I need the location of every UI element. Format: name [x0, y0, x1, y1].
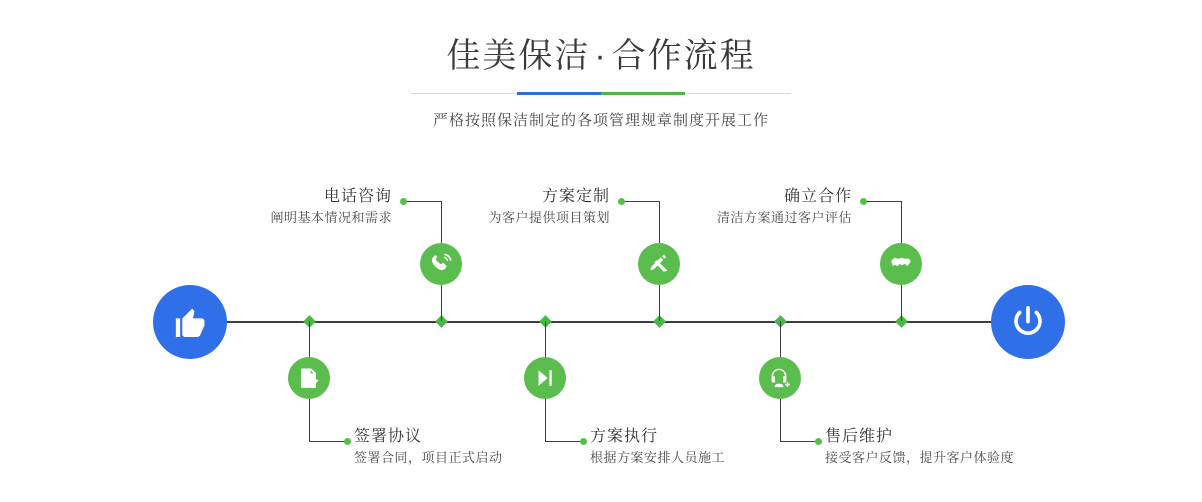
step-3-label	[462, 186, 610, 228]
connector-step-6-horizontal	[780, 441, 818, 442]
pen-ruler-icon	[647, 252, 671, 276]
page-header	[0, 34, 1202, 130]
step-4-label	[590, 426, 850, 468]
step-4-title: 方案执行	[590, 428, 659, 445]
step-1-desc: 阐明基本情况和需求	[270, 210, 392, 225]
step-2-icon-badge[interactable]	[288, 357, 330, 399]
timeline-end-endpoint	[991, 285, 1065, 359]
connector-step-1-dot	[400, 198, 407, 205]
connector-step-2-dot	[344, 438, 351, 445]
step-6-icon-badge[interactable]	[759, 357, 801, 399]
step-4-icon-badge[interactable]	[524, 357, 566, 399]
step-3-icon-badge[interactable]	[638, 243, 680, 285]
step-5-desc: 清洁方案通过客户评估	[716, 210, 852, 225]
step-1-title: 电话咨询	[323, 188, 392, 205]
step-5-label	[704, 186, 852, 228]
title-divider	[411, 92, 791, 95]
page-title	[0, 34, 1202, 78]
timeline-axis	[155, 321, 1055, 323]
connector-step-4-horizontal	[545, 441, 583, 442]
step-4-desc: 根据方案安排人员施工	[590, 450, 726, 465]
connector-step-3-horizontal	[622, 201, 660, 202]
phone-call-icon	[429, 252, 453, 276]
step-3-desc: 为客户提供项目策划	[488, 210, 610, 225]
step-5-title: 确立合作	[783, 188, 852, 205]
page-title-left: 佳美保洁	[446, 37, 591, 75]
connector-step-2-horizontal	[309, 441, 347, 442]
step-1-label	[252, 186, 392, 228]
document-edit-icon	[297, 366, 321, 390]
connector-step-6-dot	[815, 438, 822, 445]
step-2-desc: 签署合同，项目正式启动	[354, 450, 503, 465]
handshake-icon	[889, 252, 913, 276]
step-6-label	[825, 426, 1125, 468]
step-5-icon-badge[interactable]	[880, 243, 922, 285]
divider-accent-blue	[517, 92, 601, 95]
step-2-label	[354, 426, 614, 468]
headset-add-icon	[768, 366, 792, 390]
step-1-icon-badge[interactable]	[420, 243, 462, 285]
connector-step-1-horizontal	[404, 201, 442, 202]
connector-step-4-dot	[580, 438, 587, 445]
page-title-separator: ·	[594, 37, 608, 75]
play-step-icon	[533, 366, 557, 390]
step-2-title: 签署协议	[354, 428, 423, 445]
connector-step-5-dot	[860, 198, 867, 205]
connector-step-5-horizontal	[864, 201, 902, 202]
timeline-start-endpoint	[153, 285, 227, 359]
step-6-title: 售后维护	[825, 428, 894, 445]
step-3-title: 方案定制	[541, 188, 610, 205]
connector-step-3-dot	[618, 198, 625, 205]
step-6-desc: 接受客户反馈，提升客户体验度	[825, 450, 1015, 465]
power-icon	[1008, 302, 1048, 342]
thumbs-up-icon	[170, 302, 210, 342]
divider-accent-green	[601, 92, 685, 95]
page-subtitle: 严格按照保洁制定的各项管理规章制度开展工作	[432, 112, 769, 129]
page-title-right: 合作流程	[611, 37, 756, 75]
